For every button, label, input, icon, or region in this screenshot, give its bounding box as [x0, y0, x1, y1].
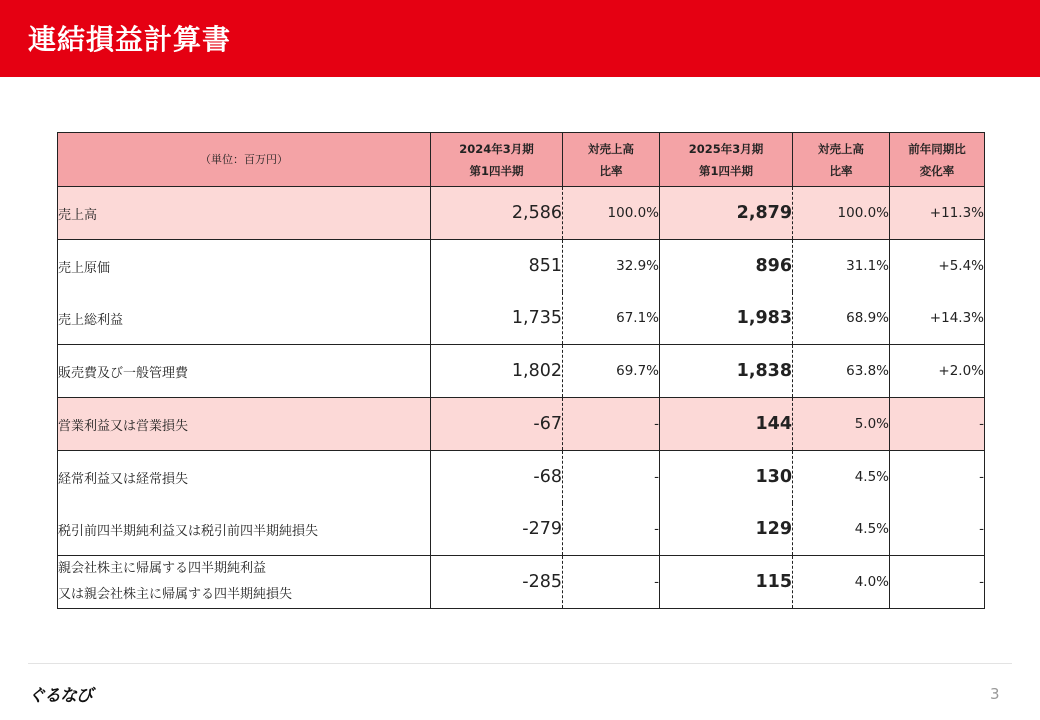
- table-row: [58, 292, 985, 345]
- fy2024-ratio: 32.9%: [563, 240, 660, 293]
- fy2024-value: -67: [431, 398, 563, 451]
- page-number: 3: [990, 685, 1000, 703]
- fy2025-ratio: 100.0%: [793, 187, 890, 240]
- header-ratio-2024-line1: 対売上高: [588, 141, 634, 156]
- header-ratio-2024: [563, 133, 660, 187]
- fy2025-value: 115: [660, 556, 793, 609]
- row-label: 売上総利益: [58, 292, 431, 345]
- fy2025-ratio: 4.5%: [793, 503, 890, 556]
- row-label: 販売費及び一般管理費: [58, 345, 431, 398]
- fy2025-value: 130: [660, 451, 793, 504]
- header-fy2024-line1: 2024年3月期: [459, 141, 534, 156]
- table-row: [58, 556, 985, 609]
- header-change-line2: 変化率: [919, 163, 955, 178]
- fy2025-ratio: 31.1%: [793, 240, 890, 293]
- table-row: [58, 503, 985, 556]
- fy2025-value: 129: [660, 503, 793, 556]
- fy2024-ratio: -: [563, 451, 660, 504]
- yoy-change: -: [890, 556, 985, 609]
- fy2024-value: -285: [431, 556, 563, 609]
- row-label: 経常利益又は経常損失: [58, 451, 431, 504]
- row-label-line1: 親会社株主に帰属する四半期純利益: [58, 561, 267, 576]
- table-row: [58, 451, 985, 504]
- row-label-line2: 又は親会社株主に帰属する四半期純損失: [58, 587, 293, 602]
- row-label: 営業利益又は営業損失: [58, 398, 431, 451]
- yoy-change: +5.4%: [890, 240, 985, 293]
- header-change-line1: 前年同期比: [908, 141, 966, 156]
- fy2024-ratio: -: [563, 398, 660, 451]
- table-header-row: [58, 133, 985, 187]
- fy2024-value: 851: [431, 240, 563, 293]
- header-fy2025-line2: 第1四半期: [698, 163, 753, 178]
- unit-label: （単位：百万円）: [58, 133, 431, 187]
- fy2025-ratio: 4.5%: [793, 451, 890, 504]
- header-fy2025-line1: 2025年3月期: [688, 141, 764, 156]
- header-fy2024: [431, 133, 563, 187]
- row-label: 売上高: [58, 187, 431, 240]
- yoy-change: +11.3%: [890, 187, 985, 240]
- header-ratio-2025-line2: 比率: [829, 163, 853, 178]
- table-row: [58, 345, 985, 398]
- fy2025-ratio: 68.9%: [793, 292, 890, 345]
- fy2024-value: 2,586: [431, 187, 563, 240]
- yoy-change: +14.3%: [890, 292, 985, 345]
- header-ratio-2024-line2: 比率: [599, 163, 623, 178]
- gurunavi-logo: ぐるなび: [28, 686, 92, 706]
- header-ratio-2025-line1: 対売上高: [818, 141, 864, 156]
- fy2025-value: 1,838: [660, 345, 793, 398]
- fy2024-ratio: -: [563, 556, 660, 609]
- fy2024-value: -68: [431, 451, 563, 504]
- fy2024-ratio: -: [563, 503, 660, 556]
- header-change: [890, 133, 985, 187]
- page-title: 連結損益計算書: [28, 23, 232, 56]
- fy2024-ratio: 67.1%: [563, 292, 660, 345]
- fy2025-ratio: 5.0%: [793, 398, 890, 451]
- fy2025-value: 144: [660, 398, 793, 451]
- header-ratio-2025: [793, 133, 890, 187]
- table-row: [58, 187, 985, 240]
- table-row: [58, 240, 985, 293]
- fy2024-ratio: 69.7%: [563, 345, 660, 398]
- header-fy2024-line2: 第1四半期: [469, 163, 524, 178]
- row-label: 売上原価: [58, 240, 431, 293]
- footer-divider: [28, 663, 1012, 664]
- yoy-change: -: [890, 503, 985, 556]
- yoy-change: +2.0%: [890, 345, 985, 398]
- fy2024-ratio: 100.0%: [563, 187, 660, 240]
- table-row: [58, 398, 985, 451]
- row-label: [58, 556, 431, 609]
- fy2025-value: 2,879: [660, 187, 793, 240]
- yoy-change: -: [890, 451, 985, 504]
- fy2024-value: 1,735: [431, 292, 563, 345]
- fy2024-value: 1,802: [431, 345, 563, 398]
- row-label: 税引前四半期純利益又は税引前四半期純損失: [58, 503, 431, 556]
- fy2024-value: -279: [431, 503, 563, 556]
- fy2025-value: 1,983: [660, 292, 793, 345]
- title-bar: [0, 0, 1040, 77]
- fy2025-ratio: 63.8%: [793, 345, 890, 398]
- header-fy2025: [660, 133, 793, 187]
- fy2025-ratio: 4.0%: [793, 556, 890, 609]
- yoy-change: -: [890, 398, 985, 451]
- fy2025-value: 896: [660, 240, 793, 293]
- income-statement-table: [57, 132, 985, 609]
